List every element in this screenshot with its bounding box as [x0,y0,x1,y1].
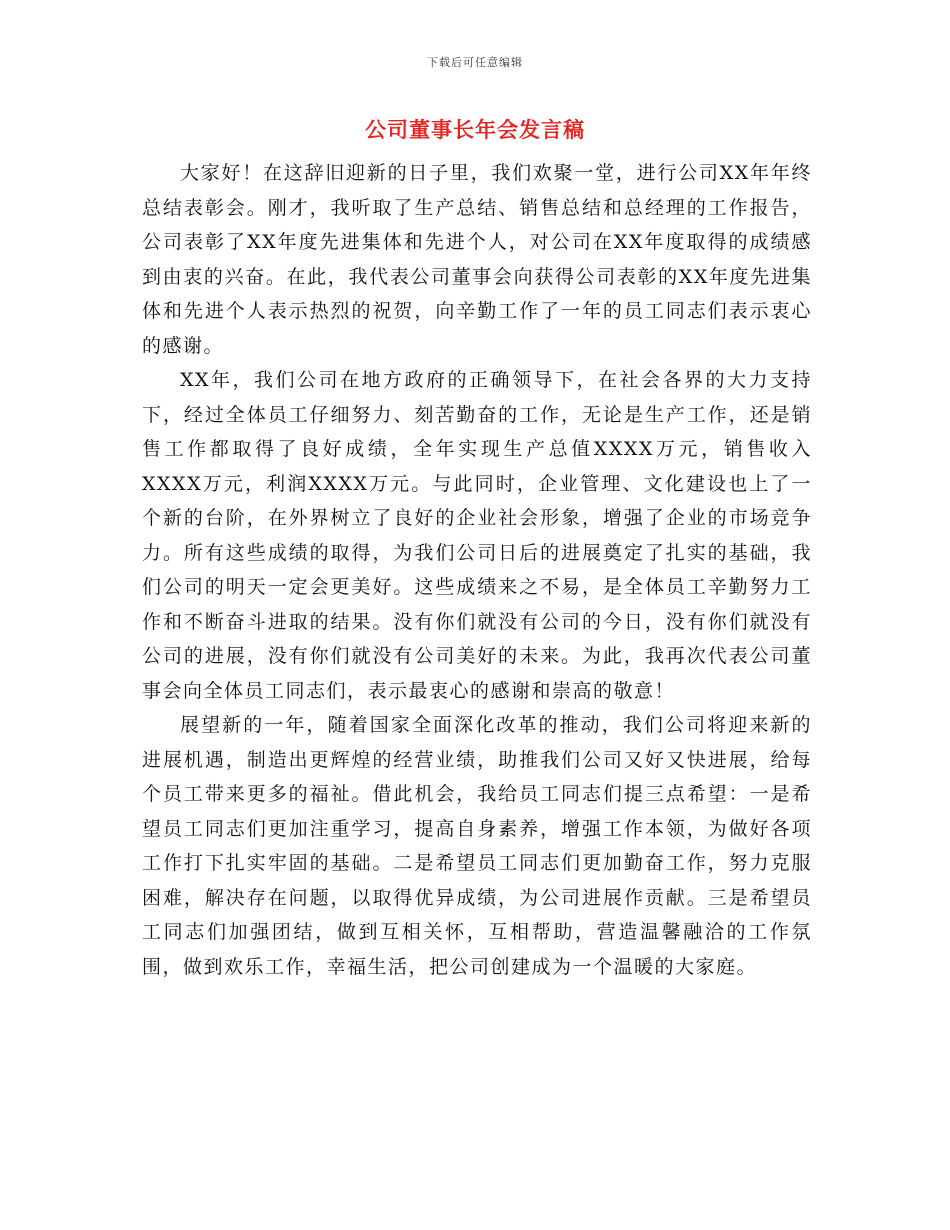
header-note: 下载后可任意编辑 [427,56,523,69]
paragraph-3: 展望新的一年，随着国家全面深化改革的推动，我们公司将迎来新的进展机遇，制造出更辉煌的经营业绩，助推我们公司又好又快进展，给每个员工带来更多的福祉。借此机会，我给员工同志们提三点希望：一是希望员工同志们更加注重学习，提高自身素养，增强工作本领，为做好各项工作打下扎实牢固的基础。二是希望员工同志们更加勤奋工作，努力克服困难，解决存在问题，以取得优异成绩，为公司进展作贡献。三是希望员工同志们加强团结，做到互相关怀，互相帮助，营造温馨融洽的工作氛围，做到欢乐工作，幸福生活，把公司创建成为一个温暖的大家庭。 [142,714,812,978]
document-body [142,156,812,984]
paragraph-1: 大家好！在这辞旧迎新的日子里，我们欢聚一堂，进行公司XX年年终总结表彰会。刚才，我听取了生产总结、销售总结和总经理的工作报告，公司表彰了XX年度先进集体和先进个人，对公司在XX年度取得的成绩感到由衷的兴奋。在此，我代表公司董事会向获得公司表彰的XX年度先进集体和先进个人表示热烈的祝贺，向辛勤工作了一年的员工同志们表示衷心的感谢。 [142,162,812,357]
paragraph-2: XX年，我们公司在地方政府的正确领导下，在社会各界的大力支持下，经过全体员工仔细努力、刻苦勤奋的工作，无论是生产工作，还是销售工作都取得了良好成绩，全年实现生产总值XXXX万元，销售收入XXXX万元，利润XXXX万元。与此同时，企业管理、文化建设也上了一个新的台阶，在外界树立了良好的企业社会形象，增强了企业的市场竞争力。所有这些成绩的取得，为我们公司日后的进展奠定了扎实的基础，我们公司的明天一定会更美好。这些成绩来之不易，是全体员工辛勤努力工作和不断奋斗进取的结果。没有你们就没有公司的今日，没有你们就没有公司的进展，没有你们就没有公司美好的未来。为此，我再次代表公司董事会向全体员工同志们，表示最衷心的感谢和崇高的敬意！ [142,369,812,702]
page-title: 公司董事长年会发言稿 [365,117,585,142]
